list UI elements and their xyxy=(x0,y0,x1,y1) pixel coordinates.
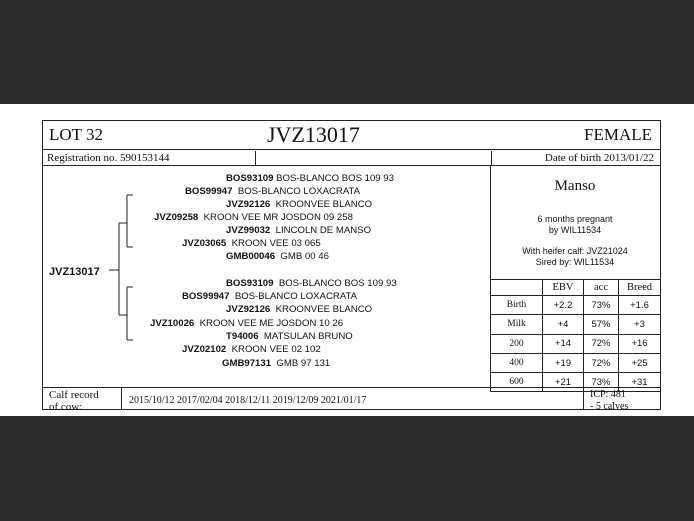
pedigree-dam-sire: BOS99947 BOS-BLANCO LOXACRATA xyxy=(182,291,358,302)
pedigree-tree-lines xyxy=(43,165,183,415)
ebv-row xyxy=(491,373,661,392)
ebv-row xyxy=(491,315,661,334)
icp-summary xyxy=(590,389,628,413)
pedigree-sire-dam-sire: JVZ99032 LINCOLN DE MANSO xyxy=(226,225,372,236)
breed-value: +3 xyxy=(619,315,661,334)
ebv-row-label: 200 xyxy=(491,334,543,353)
date-of-birth: Date of birth 2013/01/22 xyxy=(544,152,654,164)
acc-value: 72% xyxy=(584,353,619,372)
ebv-table xyxy=(490,279,661,392)
breed-value: +31 xyxy=(619,373,661,392)
ebv-row xyxy=(491,334,661,353)
pedigree-dam-sire-dam: JVZ92126 KROONVEE BLANCO xyxy=(226,304,373,315)
divider xyxy=(121,387,122,410)
ebv-value: +4 xyxy=(543,315,584,334)
pedigree-sire: JVZ09258 KROON VEE MR JOSDON 09 258 xyxy=(154,212,353,223)
ebv-header-ebv: EBV xyxy=(543,280,584,296)
calf-record-label-line2: of cow: xyxy=(49,401,83,413)
calves-count: - 5 calves xyxy=(590,401,629,412)
ebv-header-breed: Breed xyxy=(619,280,661,296)
calving-dates: 2015/10/12 2017/02/04 2018/12/11 2019/12/09 2021/01/17 xyxy=(129,395,367,406)
divider xyxy=(583,387,584,410)
animal-name: Manso xyxy=(554,178,596,194)
ebv-row-label: 600 xyxy=(491,373,543,392)
animal-id-title: JVZ13017 xyxy=(267,122,360,147)
registration-blank-field xyxy=(255,151,492,165)
heifer-calf: With heifer calf: JVZ21024 xyxy=(522,246,628,256)
lot-card xyxy=(42,120,661,413)
page-background xyxy=(0,104,694,416)
ebv-table-header xyxy=(491,280,661,296)
ebv-value: +14 xyxy=(543,334,584,353)
ebv-header-blank xyxy=(491,280,543,296)
pedigree-sire-sire: BOS99947 BOS-BLANCO LOXACRATA xyxy=(185,186,361,197)
lot-number: LOT 32 xyxy=(49,125,103,144)
pregnancy-sire: by WIL11534 xyxy=(548,225,602,235)
pedigree-sire-dam: JVZ03065 KROON VEE 03 065 xyxy=(182,238,321,249)
calf-record-label xyxy=(49,389,99,413)
calf-record-label-line1: Calf record xyxy=(49,389,99,401)
ebv-value: +19 xyxy=(543,353,584,372)
pedigree-subject: JVZ13017 xyxy=(49,266,100,278)
breed-value: +25 xyxy=(619,353,661,372)
acc-value: 57% xyxy=(584,315,619,334)
ebv-row-label: Milk xyxy=(491,315,543,334)
pregnancy-status: 6 months pregnant xyxy=(537,214,613,224)
icp-value: ICP: 481 xyxy=(590,389,626,400)
sex-label: FEMALE xyxy=(584,125,652,144)
acc-value: 72% xyxy=(584,334,619,353)
pedigree-dam-sire-sire: BOS93109 BOS-BLANCO BOS 109 93 xyxy=(226,278,397,289)
ebv-value: +21 xyxy=(543,373,584,392)
ebv-row-label: 400 xyxy=(491,353,543,372)
pedigree-dam-dam-dam: GMB97131 GMB 97 131 xyxy=(222,358,331,369)
ebv-row xyxy=(491,296,661,315)
breed-value: +16 xyxy=(619,334,661,353)
registration-number: Registration no. 590153144 xyxy=(47,152,170,164)
divider xyxy=(43,387,660,388)
pedigree-dam-dam-sire: T94006 MATSULAN BRUNO xyxy=(226,331,353,342)
acc-value: 73% xyxy=(584,296,619,315)
pedigree-sire-sire-sire: BOS93109 BOS-BLANCO BOS 109 93 xyxy=(226,173,394,184)
pedigree-sire-sire-dam: JVZ92126 KROONVEE BLANCO xyxy=(226,199,373,210)
pedigree-dam-dam: JVZ02102 KROON VEE 02 102 xyxy=(182,344,321,355)
pedigree-dam: JVZ10026 KROON VEE ME JOSDON 10 26 xyxy=(150,318,344,329)
calf-sire: Sired by: WIL11534 xyxy=(535,257,615,267)
acc-value: 73% xyxy=(584,373,619,392)
pedigree-sire-dam-dam: GMB00046 GMB 00 46 xyxy=(226,251,329,262)
divider xyxy=(43,149,660,150)
breed-value: +1.6 xyxy=(619,296,661,315)
ebv-row xyxy=(491,353,661,372)
ebv-header-acc: acc xyxy=(584,280,619,296)
ebv-value: +2.2 xyxy=(543,296,584,315)
ebv-row-label: Birth xyxy=(491,296,543,315)
